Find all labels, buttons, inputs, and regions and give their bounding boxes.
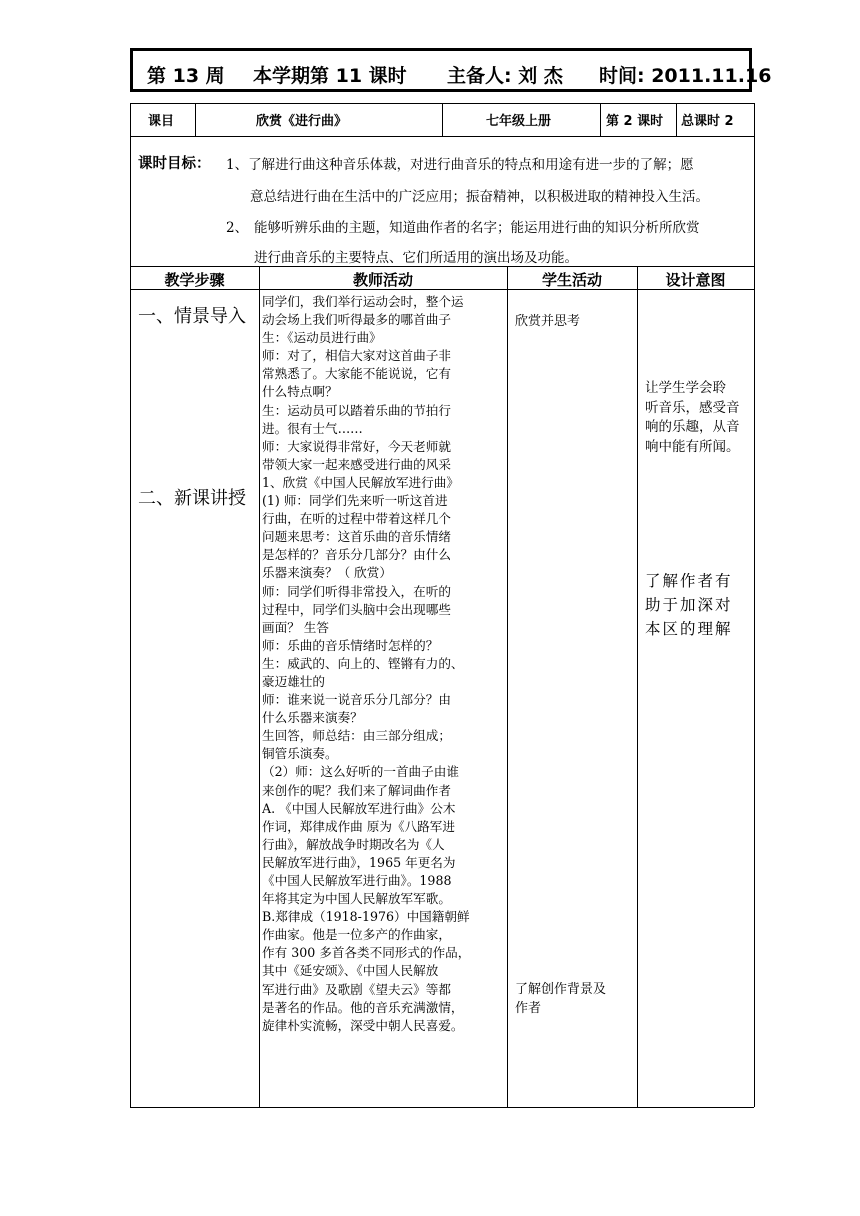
objective-1-line-2: 意总结进行曲在生活中的广泛应用；振奋精神，以积极进取的精神投入生活。 — [250, 189, 709, 205]
teacher-line: A. 《中国人民解放军进行曲》公木 — [262, 800, 456, 816]
column-header-design: 设计意图 — [665, 271, 726, 289]
teacher-line: 过程中，同学们头脑中会出现哪些 — [262, 601, 451, 617]
teacher-line: 生：《运动员进行曲》 — [262, 330, 382, 346]
teacher-line: 行曲》，解放战争时期改名为《人 — [262, 836, 445, 852]
teacher-line: 旋律朴实流畅，深受中朝人民喜爱。 — [262, 1017, 464, 1033]
subject-value: 欣赏《进行曲》 — [256, 114, 348, 129]
grade-cell: 七年级上册 — [486, 114, 552, 129]
column-header-student: 学生活动 — [541, 271, 602, 289]
design-line: 本区的理解 — [645, 620, 733, 638]
total-period-cell: 总课时 2 — [681, 114, 734, 129]
design-line: 助于加深对 — [645, 596, 733, 614]
header-time: 时间: 2011.11.16 — [599, 65, 772, 87]
teacher-line: 同学们，我们举行运动会时，整个运 — [262, 294, 464, 309]
header-preparer: 主备人: 刘 杰 — [447, 65, 563, 87]
step-new-lesson: 二、新课讲授 — [138, 488, 246, 509]
teacher-line: 1、欣赏《中国人民解放军进行曲》 — [262, 474, 459, 490]
teacher-line: 《中国人民解放军进行曲》。1988 — [262, 873, 452, 888]
objective-2-line-1: 能够听辨乐曲的主题，知道曲作者的名字；能运用进行曲的知识分析所欣赏 — [254, 220, 700, 236]
teacher-line: 进。很有士气…… — [262, 420, 363, 436]
student-activity-1: 欣赏并思考 — [515, 314, 581, 329]
design-line: 响中能有所闻。 — [645, 438, 740, 455]
teacher-line: 作曲家。他是一位多产的作曲家， — [262, 927, 451, 943]
objective-2-number: 2、 — [226, 220, 249, 236]
header-week: 第 13 周 — [147, 65, 225, 87]
teacher-activity — [262, 293, 502, 1035]
teacher-line: 铜管乐演奏。 — [262, 746, 338, 762]
teacher-line: 民解放军进行曲》，1965 年更名为 — [262, 854, 456, 870]
teacher-line: 师：对了，相信大家对这首曲子非 — [262, 348, 451, 364]
objectives-label: 课时目标： — [138, 156, 211, 172]
teacher-line: 带领大家一起来感受进行曲的风采 — [262, 456, 451, 472]
teacher-line: 是怎样的？音乐分几部分？由什么 — [262, 547, 451, 563]
teacher-line: 年将其定为中国人民解放军军歌。 — [262, 891, 451, 907]
design-line: 了解作者有 — [645, 572, 733, 590]
teacher-line: 什么乐器来演奏？ — [262, 710, 363, 726]
teacher-line: 乐器来演奏？（ 欣赏） — [262, 565, 392, 581]
teacher-line: 常熟悉了。大家能不能说说，它有 — [262, 366, 451, 382]
teacher-line: 师：同学们听得非常投入，在听的 — [262, 583, 451, 599]
teacher-line: 来创作的呢？我们来了解词曲作者 — [262, 782, 451, 798]
teacher-line: B.郑律成（1918-1976）中国籍朝鲜 — [262, 909, 470, 925]
teacher-line: 行曲，在听的过程中带着这样几个 — [262, 511, 451, 527]
objective-1-line-1: 1、了解进行曲这种音乐体裁，对进行曲音乐的特点和用途有进一步的了解；愿 — [226, 157, 694, 173]
teacher-line: (1) 师：同学们先来听一听这首进 — [262, 493, 448, 509]
step-intro: 一、情景导入 — [138, 306, 246, 327]
teacher-line: 问题来思考：这首乐曲的音乐情绪 — [262, 529, 451, 545]
teacher-line: 生：运动员可以踏着乐曲的节拍行 — [262, 402, 451, 418]
teacher-line: 军进行曲》及歌剧《望夫云》等都 — [262, 981, 451, 997]
design-line: 响的乐趣，从音 — [645, 419, 740, 435]
teacher-line: 师：乐曲的音乐情绪时怎样的？ — [262, 637, 439, 653]
teacher-line: 其中《延安颂》、《中国人民解放 — [262, 963, 439, 979]
teacher-line: 动会场上我们听得最多的哪首曲子 — [262, 312, 451, 328]
teacher-line: 师：谁来说一说音乐分几部分？由 — [262, 692, 451, 708]
design-line: 让学生学会聆 — [645, 380, 726, 396]
period-cell: 第 2 课时 — [606, 114, 664, 129]
header-lesson: 本学期第 11 课时 — [253, 65, 407, 87]
design-intent-1 — [645, 379, 740, 457]
teacher-line: 什么特点啊？ — [262, 384, 338, 400]
teacher-line: 画面？ 生答 — [262, 619, 329, 635]
teacher-line: 豪迈雄壮的 — [262, 673, 325, 689]
teacher-line: 是著名的作品。他的音乐充满激情， — [262, 999, 464, 1015]
student-activity-2-line-2: 作者 — [515, 1001, 542, 1016]
teacher-line: 生：威武的、向上的、铿锵有力的、 — [262, 655, 464, 671]
design-intent-2 — [645, 569, 733, 641]
teacher-line: （2）师：这么好听的一首曲子由谁 — [262, 764, 459, 780]
column-header-steps: 教学步骤 — [164, 271, 225, 289]
teacher-line: 师：大家说得非常好，今天老师就 — [262, 438, 451, 454]
teacher-line: 作词，郑律成作曲 原为《八路军进 — [262, 818, 455, 834]
objective-2-line-2: 进行曲音乐的主要特点、它们所适用的演出场及功能。 — [254, 250, 578, 266]
subject-label: 课目 — [148, 114, 175, 129]
column-header-teacher: 教师活动 — [352, 271, 413, 289]
design-line: 听音乐，感受音 — [645, 399, 740, 416]
student-activity-2-line-1: 了解创作背景及 — [515, 982, 607, 997]
teacher-line: 作有 300 多首各类不同形式的作品， — [262, 945, 471, 961]
teacher-line: 生回答，师总结：由三部分组成； — [262, 728, 451, 744]
